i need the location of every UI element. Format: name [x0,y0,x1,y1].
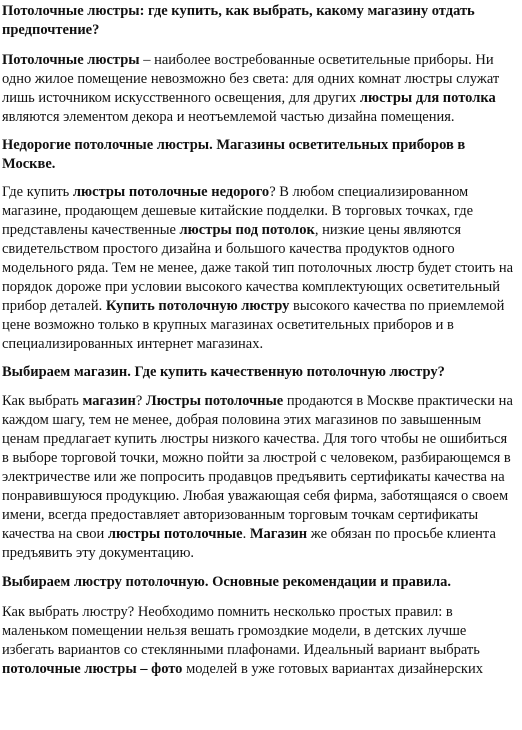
text-run: являются элементом декора и неотъемлемой частью дизайна помещения. [2,109,455,125]
text-run: ? [135,393,146,409]
text-run: Как выбрать [2,393,83,409]
bold-keyword: Купить потолочную люстру [105,298,290,314]
bold-keyword: Потолочные люстры [2,52,140,68]
text-run: Где купить [2,184,73,200]
paragraph-cheap-lamps [2,183,514,354]
bold-keyword: люстры потолочные [107,526,243,542]
text-run: же обязан по просьбе клиента предъявить эту документацию. [2,526,496,561]
bold-keyword: люстры потолочные недорого [72,184,270,200]
bold-keyword: потолочные люстры – фото [2,661,183,677]
text-run: Как выбрать люстру? Необходимо помнить несколько простых правил: в маленьком помещении нельзя вешать громоздкие модели, в детских лучше избегать вариантов со стеклянными плафонами. Идеальный вариант выбрать [2,604,480,658]
paragraph-choose-lamp [2,603,514,679]
text-run: , низкие цены являются свидетельством простого дизайна и большого качества продуктов одного модельного ряда. Тем не менее, даже такой тип потолочных люстр будет стоить на порядок дороже при условии высокого качества комплектующих осветительный прибор деталей. [2,222,514,314]
text-run: продаются в Москве практически на каждом шагу, тем не менее, добрая половина этих магазинов по завышенным ценам предлагает купить люстры низкого качества. Для того чтобы не ошибиться в выборе торговой точки, можно пойти за люстрой с человеком, разбирающемся в электричестве или же попросить продавцов предъявить сертификаты качества на понравившуюся продукцию. Любая уважающая себя фирма, заботящаяся о своем имени, всегда предоставляет авторизованным торговым точкам сертификаты качества на свои [2,393,513,542]
paragraph-choose-store [2,392,514,563]
bold-keyword: люстры для потолка [359,90,496,106]
heading-cheap-lamps: Недорогие потолочные люстры. Магазины осветительных приборов в Москве. [2,137,466,172]
bold-keyword: магазин [82,393,136,409]
text-run: моделей в уже готовых вариантах дизайнерских [182,661,483,677]
bold-keyword: люстры под потолок [179,222,315,238]
bold-keyword: Магазин [249,526,308,542]
article [0,2,522,679]
text-run: – наиболее востребованные осветительные приборы. Ни одно жилое помещение невозможно без света: для одних комнат люстры служат лишь источником искусственного освещения, для других [2,52,500,106]
paragraph-intro [2,51,514,127]
text-run: . [242,526,250,542]
heading-where-to-buy: Потолочные люстры: где купить, как выбрать, какому магазину отдать предпочтение? [2,3,475,38]
heading-choose-store: Выбираем магазин. Где купить качественную потолочную люстру? [2,364,445,380]
text-run: высокого качества по приемлемой цене возможно только в крупных магазинах осветительных приборов и в специализированных интернет магазинах. [2,298,505,352]
heading-choose-lamp: Выбираем люстру потолочную. Основные рекомендации и правила. [2,574,452,590]
bold-keyword: Люстры потолочные [145,393,284,409]
text-run: ? В любом специализированном магазине, продающем дешевые китайские подделки. В торговых точках, где представлены качественные [2,184,474,238]
